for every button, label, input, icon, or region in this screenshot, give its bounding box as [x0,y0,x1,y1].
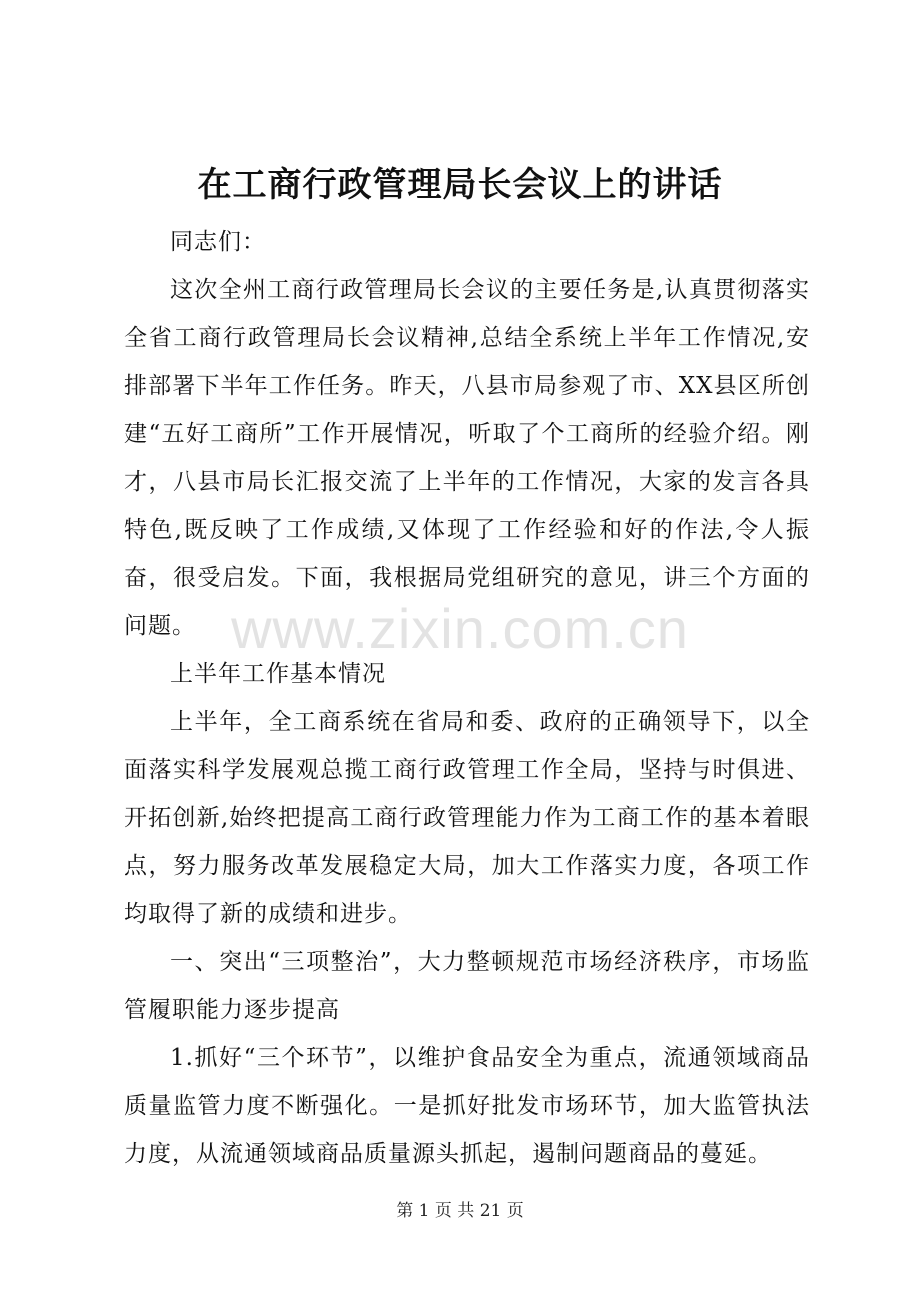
document-body [124,218,810,1178]
subsection-heading-1: 一、突出“三项整治”，大力整顿规范市场经济秩序，市场监管履职能力逐步提高 [124,949,810,1023]
watermark: www.zixin.com.cn [231,597,689,660]
paragraph-item-1: 1.抓好“三个环节”，以维护食品安全为重点，流通领域商品质量监管力度不断强化。一是抓好批发市场环节，加大监管执法力度，从流通领域商品质量源头抓起，遏制问题商品的蔓延。 [124,1045,810,1167]
page-footer: 第 1 页 共 21 页 [396,1201,524,1221]
section-heading: 上半年工作基本情况 [170,661,386,687]
paragraph-summary: 上半年，全工商系统在省局和委、政府的正确领导下，以全面落实科学发展观总揽工商行政管理工作全局，坚持与时俱进、开拓创新,始终把提高工商行政管理能力作为工商工作的基本着眼点，努力服务改革发展稳定大局，加大工作落实力度，各项工作均取得了新的成绩和进步。 [124,709,810,927]
paragraph-salutation: 同志们： [170,229,266,255]
document-title: 在工商行政管理局长会议上的讲话 [197,165,723,205]
paragraph-intro: 这次全州工商行政管理局长会议的主要任务是,认真贯彻落实全省工商行政管理局长会议精神,总结全系统上半年工作情况,安排部署下半年工作任务。昨天，八县市局参观了市、XX县区所创建“五好工商所”工作开展情况，听取了个工商所的经验介绍。刚才，八县市局长汇报交流了上半年的工作情况，大家的发言各具特色,既反映了工作成绩,又体现了工作经验和好的作法,令人振奋，很受启发。下面，我根据局党组研究的意见，讲三个方面的问题。 [124,277,810,639]
